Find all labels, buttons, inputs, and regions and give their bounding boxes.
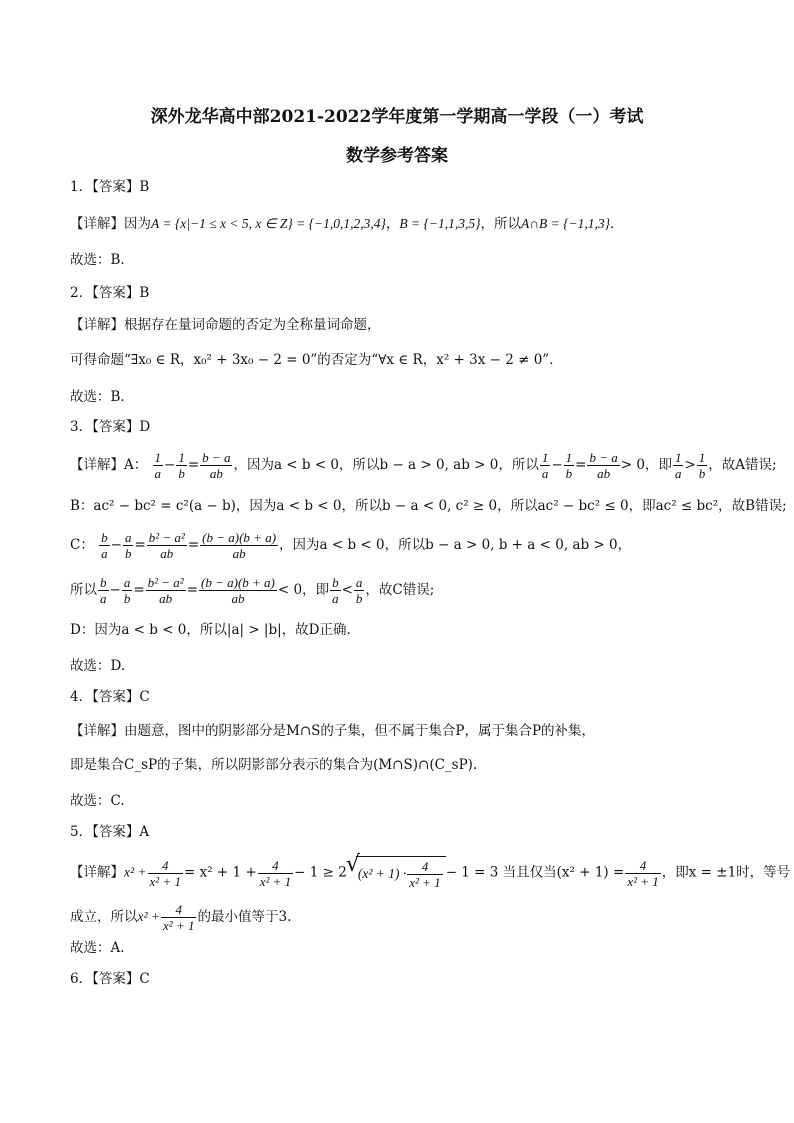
fraction: $\frac{a}{b}$	[355, 575, 363, 606]
q2-answer: 2．【答案】B	[70, 285, 150, 301]
q5-detail-1: 【详解】x² + $\frac{4}{\text{x² + 1}}$ = x² + 1 + $\frac{4}{\text{x² + 1}}$ − 1 ≥ 2√ (x² + 1) · $\frac{4}{\text{x² + 1}}$ − 1 = 3 当且仅当(x² + 1) = $\frac{4}{\text{x² + 1}}$ ，即x = ±1时，等号	[70, 856, 790, 890]
fraction: $\frac{a}{b}$	[123, 575, 131, 606]
fraction: $\frac{(b - a)(b + a)}{ab}$	[202, 530, 277, 561]
q3-option-c-2: 所以 $\frac{b}{a}$ − $\frac{a}{b}$ = $\frac{\text{b² − a²}}{ab}$ = $\frac{(b - a)(b + a)}{ab}$ < 0，即 $\frac{b}{a}$ < $\frac{a}{b}$ ，故C错误;	[70, 575, 435, 606]
q5-detail-mid3: − 1 = 3 当且仅当(x² + 1) =	[445, 864, 625, 881]
fraction: $\frac{b}{a}$	[101, 530, 108, 561]
fraction: $\frac{b - a}{ab}$	[589, 450, 618, 481]
q3-c2-prefix: 所以	[70, 582, 97, 598]
document-title: 深外龙华高中部2021-2022学年度第一学期高一学段（一）考试	[150, 107, 644, 127]
q1-choice: 故选：B.	[70, 252, 125, 268]
q3-c-text3: ，故C错误;	[365, 582, 435, 598]
q3-b-text: ac² − bc² = c²(a − b)，因为a < b < 0，所以b − a < 0, c² ≥ 0，所以ac² − bc² ≤ 0，即ac² ≤ bc²，故B错误;	[93, 498, 787, 514]
q3-c-text2: < 0，即	[277, 582, 330, 598]
q1-detail-label: 【详解】因为	[70, 216, 151, 232]
fraction: $\frac{a}{b}$	[124, 530, 132, 561]
fraction: $\frac{\text{b² − a²}}{ab}$	[147, 575, 184, 606]
q2-detail-1: 【详解】根据存在量词命题的否定为全称量词命题，	[70, 317, 381, 333]
q4-detail-2: 即是集合C_sP的子集，所以阴影部分表示的集合为(M∩S)∩(C_sP).	[70, 757, 478, 773]
q4-answer: 4．【答案】C	[70, 689, 150, 705]
q3-a-text3: ，故A错误;	[708, 457, 777, 473]
q1-intersection: A∩B = {−1,1,3}	[521, 216, 611, 231]
q3-a-text2: > 0，即	[620, 457, 672, 473]
q3-b-prefix: B：	[70, 498, 94, 514]
q2-choice: 故选：B.	[70, 389, 125, 405]
q3-a-text1: ，因为a < b < 0，所以b − a > 0, ab > 0，所以	[233, 457, 539, 473]
q2-detail-2	[70, 350, 563, 370]
q5-detail-end: ，即x = ±1时，等号	[661, 864, 791, 881]
q3-answer: 3．【答案】D	[70, 419, 151, 435]
q5-detail-mid2: − 1 ≥ 2	[294, 864, 347, 881]
fraction: $\frac{1}{a}$	[154, 450, 162, 481]
q5-detail-prefix: 【详解】	[70, 864, 124, 881]
fraction: $\frac{b}{a}$	[332, 575, 339, 606]
q5-detail-2a: 成立，所以	[70, 909, 138, 925]
fraction: $\frac{4}{\text{x² + 1}}$	[409, 859, 441, 890]
q3-option-d: D：因为a < b < 0，所以|a| > |b|，故D正确.	[70, 622, 351, 638]
fraction: $\frac{1}{a}$	[674, 450, 682, 481]
q1-sep1: ，	[385, 216, 400, 232]
q4-detail-1: 【详解】由题意，图中的阴影部分是M∩S的子集，但不属于集合P，属于集合P的补集，	[70, 723, 596, 739]
q3-choice: 故选：D.	[70, 658, 126, 674]
square-root: √ (x² + 1) · $\frac{4}{\text{x² + 1}}$	[356, 856, 446, 890]
q5-detail-2b: 的最小值等于3.	[197, 909, 292, 925]
q1-set-b: B = {−1,1,3,5}	[399, 216, 481, 231]
fraction: $\frac{4}{\text{x² + 1}}$	[163, 902, 195, 933]
q6-answer: 6．【答案】C	[70, 971, 150, 987]
q1-end: ．	[610, 216, 624, 232]
q3-c-text1: ，因为a < b < 0，所以b − a > 0, b + a < 0, ab > 0，	[279, 537, 632, 553]
fraction: $\frac{\text{b² − a²}}{ab}$	[148, 530, 185, 561]
q5-choice: 故选：A.	[70, 940, 125, 956]
q2-detail-2a: 可得命题“∃x	[70, 352, 146, 368]
fraction: $\frac{4}{\text{x² + 1}}$	[627, 857, 659, 889]
fraction: $\frac{(b - a)(b + a)}{ab}$	[201, 575, 275, 606]
q1-detail	[70, 214, 624, 234]
q5-answer: 5．【答案】A	[70, 824, 150, 840]
fraction: $\frac{1}{b}$	[178, 450, 185, 481]
q3-c-prefix: C：	[70, 537, 94, 553]
q3-a-prefix: 【详解】A：	[70, 457, 148, 473]
q4-choice: 故选：C.	[70, 793, 125, 809]
fraction: $\frac{4}{\text{x² + 1}}$	[259, 857, 292, 889]
fraction: $\frac{1}{a}$	[541, 450, 549, 481]
q1-answer: 1．【答案】B	[70, 179, 150, 195]
fraction: $\frac{b}{a}$	[100, 575, 107, 606]
fraction: $\frac{1}{b}$	[565, 450, 573, 481]
q3-option-a: 【详解】A： $\frac{1}{a}$ − $\frac{1}{b}$ = $\frac{b - a}{ab}$ ，因为a < b < 0，所以b − a > 0, ab > 0，所以 $\frac{1}{a}$ − $\frac{1}{b}$ = $\frac{b - a}{ab}$ > 0，即 $\frac{1}{a}$ > $\frac{1}{b}$ ，故A错误;	[70, 450, 777, 481]
q1-set-a: A = {x|−1 ≤ x < 5, x ∈ Z} = {−1,0,1,2,3,4}	[151, 216, 386, 231]
q5-detail-2: 成立，所以x² + $\frac{4}{\text{x² + 1}}$ 的最小值等于3.	[70, 902, 292, 933]
q5-detail-mid1: = x² + 1 +	[183, 864, 257, 881]
fraction: $\frac{4}{\text{x² + 1}}$	[149, 857, 181, 889]
q3-option-c: C： $\frac{b}{a}$ − $\frac{a}{b}$ = $\frac{\text{b² − a²}}{ab}$ = $\frac{(b - a)(b + a)}{ab}$ ，因为a < b < 0，所以b − a > 0, b + a < 0, ab > 0，	[70, 530, 632, 561]
fraction: $\frac{b - a}{ab}$	[202, 450, 231, 481]
q2-detail-2b: ₀ ∈ R，x₀² + 3x₀ − 2 = 0”的否定为“∀x ∈ R，x² + 3x − 2 ≠ 0”．	[145, 352, 563, 368]
q1-sep2: ，所以	[480, 216, 522, 232]
fraction: $\frac{1}{b}$	[698, 450, 706, 481]
q3-option-b	[70, 496, 787, 516]
document-subtitle: 数学参考答案	[346, 146, 448, 166]
